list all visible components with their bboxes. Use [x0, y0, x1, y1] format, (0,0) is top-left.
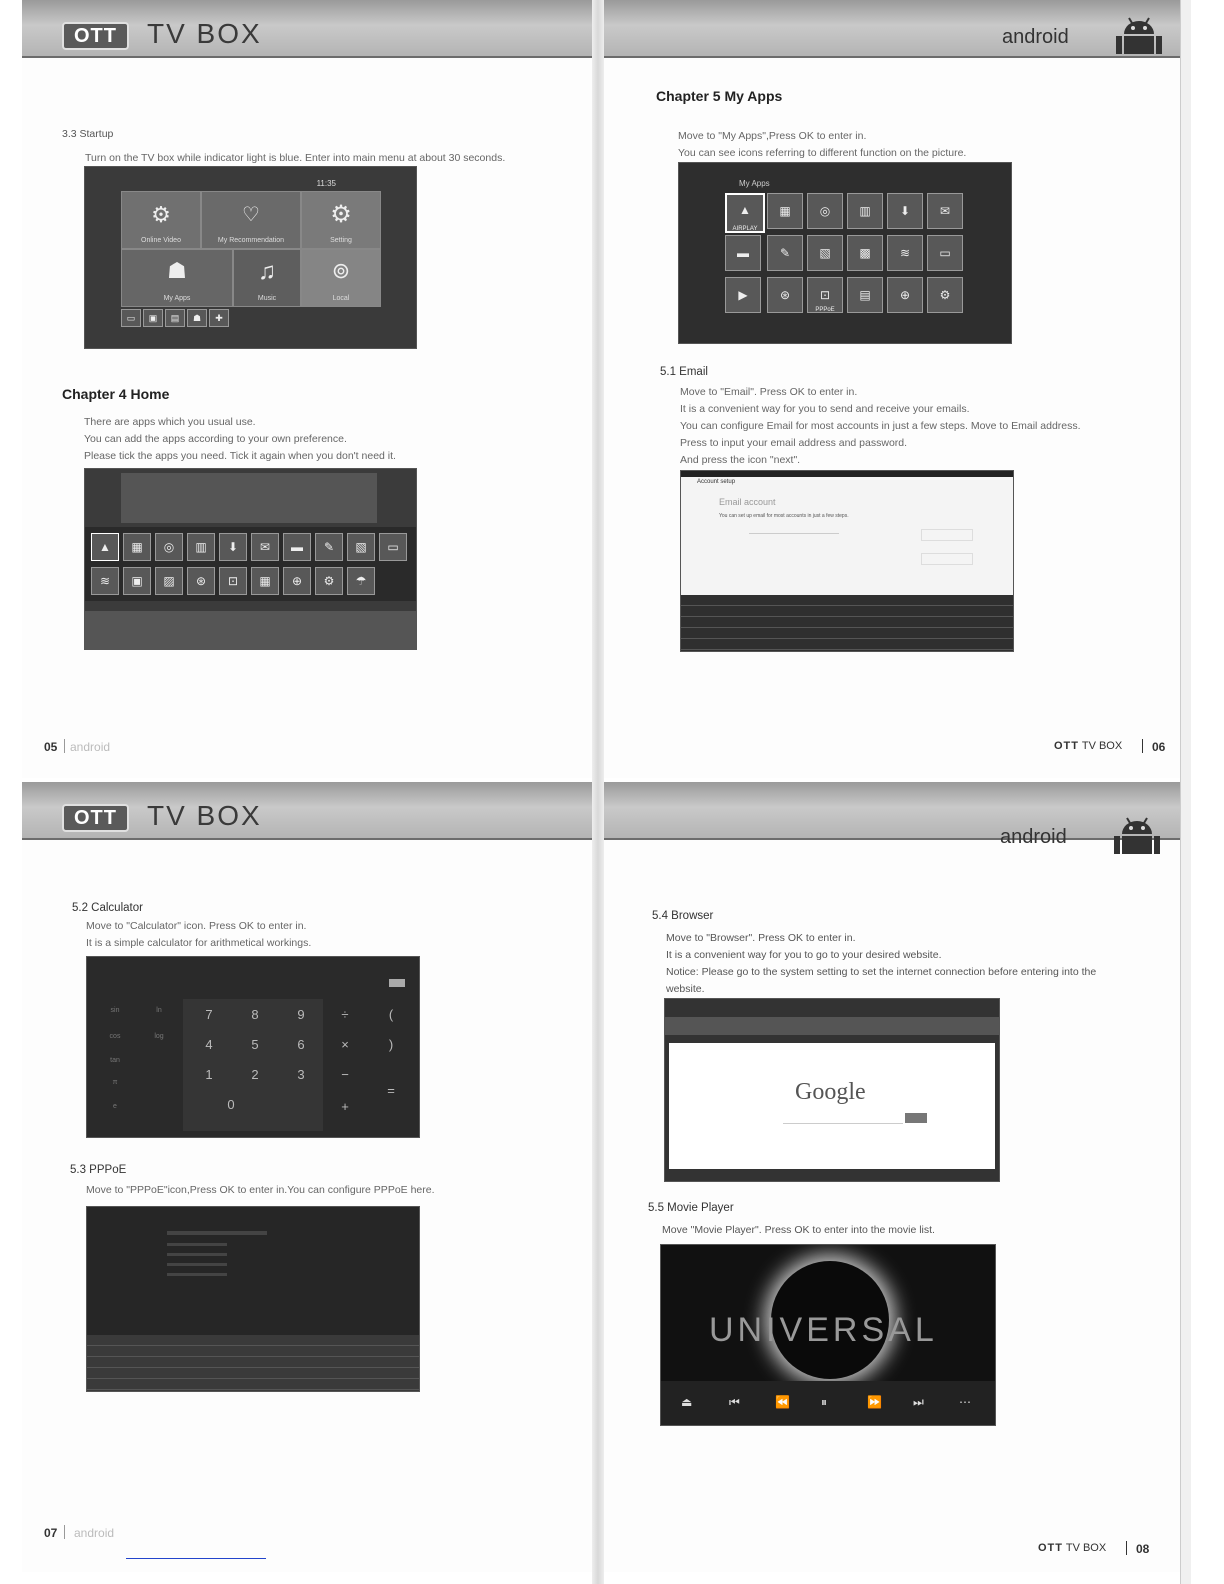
android-robot-icon	[1114, 14, 1164, 54]
tile-local: ⊚ Local	[301, 249, 381, 307]
movie-text: Move "Movie Player". Press OK to enter into the movie list.	[662, 1224, 935, 1236]
page-06	[602, 0, 1190, 778]
eject-icon[interactable]: ⏏	[681, 1395, 693, 1409]
tile-setting: ⚙ Setting	[301, 191, 381, 249]
startup-heading: 3.3 Startup	[62, 128, 114, 140]
myapps-screenshot: My Apps ▲ AIRPLAY ▦ ◎ ▥ ⬇ ✉ ▬ ✎ ▧ ▩ ≋ ▭ ▶ ⊛ ⊡ PPPoE ▤ ⊕ ⚙	[678, 162, 1012, 344]
search-button[interactable]	[905, 1113, 927, 1123]
pppoe-screenshot	[86, 1206, 420, 1392]
chapter5-heading: Chapter 5 My Apps	[656, 88, 783, 104]
chapter5-text: Move to "My Apps",Press OK to enter in. You can see icons referring to different function on the picture.	[678, 130, 967, 159]
footer-divider	[1142, 739, 1143, 753]
footer-android: android	[70, 740, 111, 754]
tile-my-recommendation: ♡ My Recommendation	[201, 191, 301, 249]
calculator-heading: 5.2 Calculator	[72, 902, 143, 914]
footer-divider	[64, 1525, 65, 1539]
myapps-grid: ▲ AIRPLAY ▦ ◎ ▥ ⬇ ✉ ▬ ✎ ▧ ▩ ≋ ▭ ▶ ⊛ ⊡ PPPoE ▤ ⊕ ⚙	[725, 193, 965, 323]
search-input[interactable]	[783, 1115, 903, 1124]
onscreen-keyboard	[87, 1335, 419, 1391]
tile-online-video: ⚙ Online Video	[121, 191, 201, 249]
page-08	[602, 782, 1180, 1572]
footer-divider	[64, 739, 65, 753]
page-number: 07	[44, 1526, 58, 1540]
email-text: Move to "Email". Press OK to enter in. It is a convenient way for you to send and receive your emails. You can configure Email for most accounts in just a few steps. Move to Email address. Press to input your email address and password. And press the icon "next".	[680, 386, 1081, 466]
shortcut-bar: ▭ ▣ ▤ ☗ ✚	[121, 309, 251, 329]
movie-screenshot	[660, 1244, 996, 1426]
android-word: android	[1000, 826, 1067, 848]
email-screenshot: Account setup Email account You can set up email for most accounts in just a few steps.	[680, 470, 1014, 652]
home-screenshot	[84, 166, 417, 349]
home-apps-screenshot	[84, 468, 417, 650]
app-grid: ▲ ▦ ◎ ▥ ⬇ ✉ ▬ ✎ ▧ ▭ ≋ ▣ ▨ ⊛ ⊡ ▦ ⊕ ⚙ ☂	[91, 533, 411, 597]
previous-icon[interactable]: ⏮	[729, 1395, 740, 1409]
tvbox-title: TV BOX	[147, 800, 262, 831]
pppoe-text: Move to "PPPoE"icon,Press OK to enter in.You can configure PPPoE here.	[86, 1184, 435, 1196]
onscreen-keyboard	[681, 595, 1013, 651]
page-05	[22, 0, 600, 778]
header-banner	[602, 782, 1180, 840]
page-number: 08	[1136, 1542, 1150, 1556]
rewind-icon[interactable]: ⏪	[775, 1395, 790, 1409]
ott-logo: OTT	[62, 22, 129, 50]
pppoe-heading: 5.3 PPPoE	[70, 1164, 127, 1176]
movie-heading: 5.5 Movie Player	[648, 1202, 734, 1214]
pause-icon[interactable]: ⏸	[821, 1395, 828, 1409]
player-controls	[661, 1381, 995, 1425]
ott-logo: OTT	[62, 804, 129, 832]
page-number: 06	[1152, 740, 1166, 754]
footer-android: android	[74, 1526, 115, 1540]
startup-text: Turn on the TV box while indicator light is blue. Enter into main menu at about 30 seconds.	[85, 152, 506, 164]
browser-text: Move to "Browser". Press OK to enter in. It is a convenient way for you to go to your desired website. Notice: Please go to the system setting to set the internet connection before entering into the website.	[666, 932, 1097, 995]
footer-divider	[1126, 1541, 1127, 1555]
android-robot-icon	[1112, 814, 1162, 854]
google-logo: Google	[795, 1079, 866, 1105]
backspace-icon	[389, 979, 405, 987]
spine-shadow	[592, 0, 604, 1584]
browser-heading: 5.4 Browser	[652, 910, 714, 922]
header-banner	[602, 0, 1190, 58]
calculator-text: Move to "Calculator" icon. Press OK to enter in. It is a simple calculator for arithmetical workings.	[86, 920, 312, 949]
footer-brand: OTT TV BOX	[1038, 1542, 1107, 1554]
fast-forward-icon[interactable]: ⏩	[867, 1395, 882, 1409]
right-edge	[1180, 0, 1191, 1584]
page-number: 05	[44, 740, 58, 754]
next-icon[interactable]: ⏭	[913, 1395, 924, 1409]
clock: 11:35	[316, 179, 336, 188]
universal-logo: UNIVERSAL	[709, 1311, 938, 1349]
email-heading: 5.1 Email	[660, 366, 708, 378]
page-07	[22, 782, 600, 1572]
scan-mark	[126, 1558, 266, 1559]
browser-screenshot	[664, 998, 1000, 1182]
footer-brand: OTT TV BOX	[1054, 740, 1123, 752]
more-icon[interactable]: ⋯	[959, 1395, 971, 1409]
tile-my-apps: ☗ My Apps	[121, 249, 233, 307]
chapter4-heading: Chapter 4 Home	[62, 386, 170, 402]
tile-music: ♫ Music	[233, 249, 301, 307]
chapter4-text: There are apps which you usual use. You can add the apps according to your own preference. Please tick the apps you need. Tick it again when you don't need it.	[84, 416, 396, 462]
android-word: android	[1002, 26, 1069, 48]
calculator-screenshot: sin ln cos log tan π e 7 8 9 ÷ ( 4 5 6 × ) 1 2 3 − = 0 +	[86, 956, 420, 1138]
tvbox-title: TV BOX	[147, 18, 262, 49]
